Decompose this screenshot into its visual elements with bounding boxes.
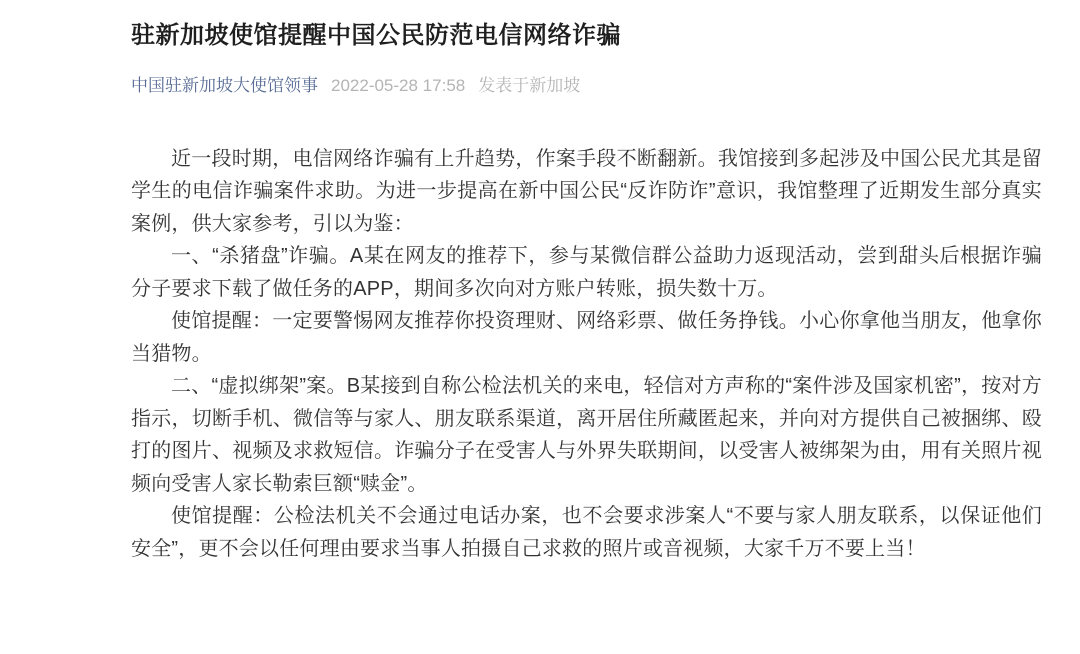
article-paragraph-intro: 近一段时期，电信网络诈骗有上升趋势，作案手段不断翻新。我馆接到多起涉及中国公民尤其是留学生的电信诈骗案件求助。为进一步提高在新中国公民“反诈防诈”意识，我馆整理了近期发生部分真实案例，供大家参考，引以为鉴： xyxy=(131,147,1042,235)
article-paragraph-reminder2: 使馆提醒：公检法机关不会通过电话办案，也不会要求涉案人“不要与家人朋友联系，以保证他们安全”，更不会以任何理由要求当事人拍摄自己求救的照片或音视频，大家千万不要上当！ xyxy=(131,505,1042,560)
publish-time: 2022-05-28 17:58 xyxy=(331,76,466,96)
publish-location: 发表于新加坡 xyxy=(478,76,581,96)
account-name-link[interactable]: 中国驻新加坡大使馆领事 xyxy=(131,76,318,96)
byline xyxy=(131,75,1042,96)
article-paragraph-case2: 二、“虚拟绑架”案。B某接到自称公检法机关的来电，轻信对方声称的“案件涉及国家机密”，按对方指示，切断手机、微信等与家人、朋友联系渠道，离开居住所藏匿起来，并向对方提供自己被捆绑、殴打的图片、视频及求救短信。诈骗分子在受害人与外界失联期间，以受害人被绑架为由，用有关照片视频向受害人家长勒索巨额“赎金”。 xyxy=(131,375,1042,495)
article-body xyxy=(131,143,1042,566)
page-title: 驻新加坡使馆提醒中国公民防范电信网络诈骗 xyxy=(131,22,621,49)
article-paragraph-case1: 一、“杀猪盘”诈骗。A某在网友的推荐下，参与某微信群公益助力返现活动，尝到甜头后根据诈骗分子要求下载了做任务的APP，期间多次向对方账户转账，损失数十万。 xyxy=(131,245,1042,300)
article-paragraph-reminder1: 使馆提醒：一定要警惕网友推荐你投资理财、网络彩票、做任务挣钱。小心你拿他当朋友，他拿你当猎物。 xyxy=(131,310,1042,365)
